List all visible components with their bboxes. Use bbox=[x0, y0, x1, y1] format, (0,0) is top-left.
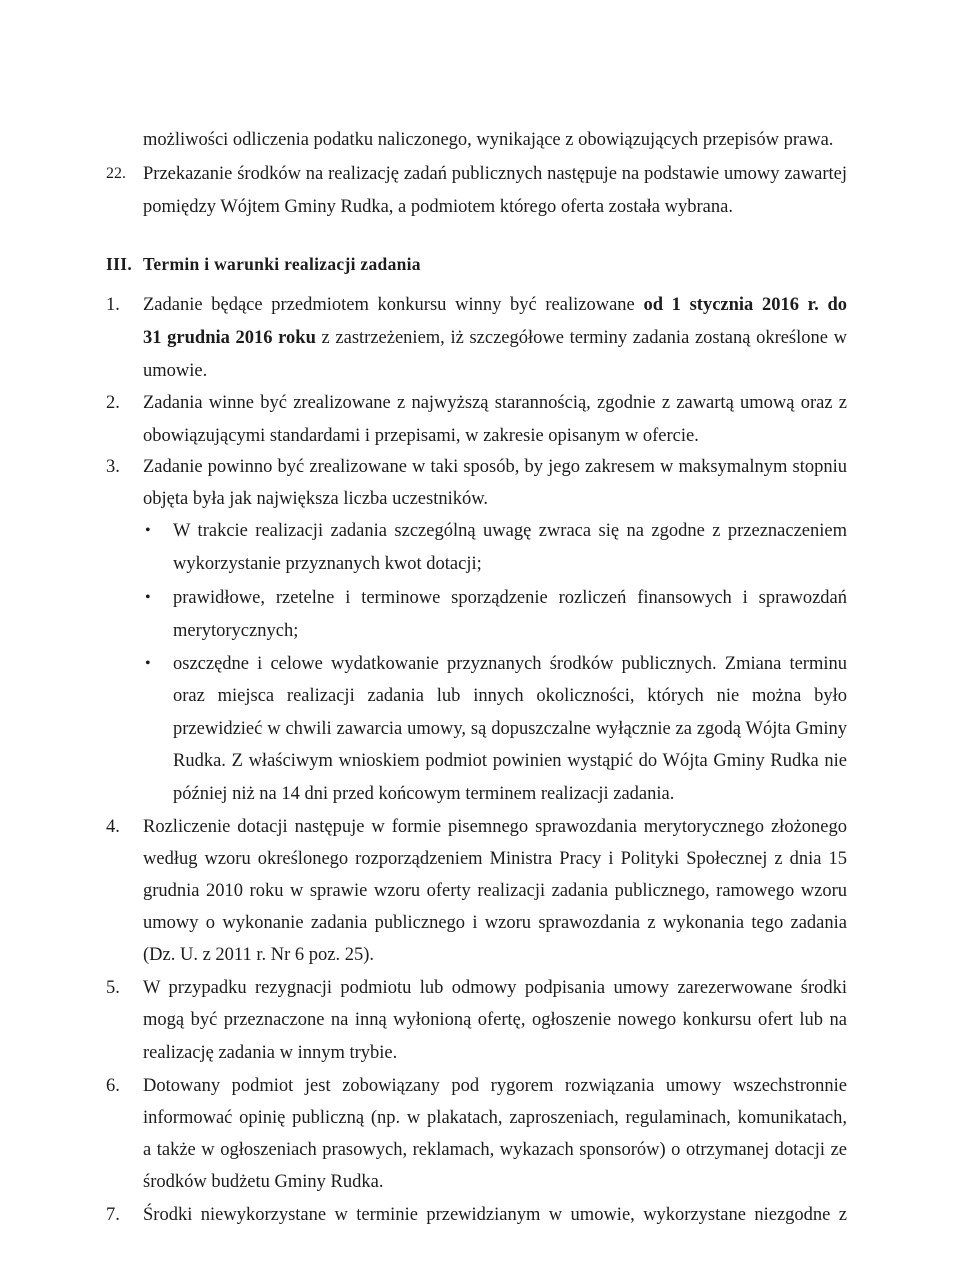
section-heading: Termin i warunki realizacji zadania bbox=[143, 254, 421, 274]
item-number: 3. bbox=[106, 457, 120, 477]
paragraph-line: obowiązującymi standardami i przepisami, w zakresie opisanym w ofercie. bbox=[143, 426, 699, 446]
bullet-line: później niż na 14 dni przed końcowym terminem realizacji zadania. bbox=[173, 784, 675, 804]
paragraph-line: a także w ogłoszeniach prasowych, reklamach, wykazach sponsorów) o otrzymanej dotacji ze bbox=[143, 1140, 847, 1160]
text-span: Zadanie będące przedmiotem konkursu winny być realizowane bbox=[143, 295, 635, 315]
continuation-line: możliwości odliczenia podatku naliczonego, wynikające z obowiązujących przepisów prawa. bbox=[143, 130, 834, 150]
date-bold: 31 grudnia 2016 roku bbox=[143, 328, 316, 348]
paragraph-line: objęta była jak największa liczba uczestników. bbox=[143, 489, 489, 509]
text-span: z zastrzeżeniem, iż szczegółowe terminy zadania zostaną określone w bbox=[321, 328, 847, 348]
paragraph-line: (Dz. U. z 2011 r. Nr 6 poz. 25). bbox=[143, 945, 375, 965]
bullet-line: prawidłowe, rzetelne i terminowe sporządzenie rozliczeń finansowych i sprawozdań bbox=[173, 588, 847, 608]
paragraph-line: mogą być przeznaczone na inną wyłonioną ofertę, ogłoszenie nowego konkursu ofert lub na bbox=[143, 1010, 847, 1030]
paragraph-line bbox=[143, 294, 847, 316]
bullet-line: wykorzystanie przyznanych kwot dotacji; bbox=[173, 554, 482, 574]
item-number: 4. bbox=[106, 817, 120, 837]
bullet-line: przewidzieć w chwili zawarcia umowy, są dopuszczalne wyłącznie za zgodą Wójta Gminy bbox=[173, 719, 847, 739]
item-number: 22. bbox=[106, 165, 126, 182]
paragraph-line: Środki niewykorzystane w terminie przewidzianym w umowie, wykorzystane niezgodne z bbox=[143, 1205, 847, 1225]
item-number: 1. bbox=[106, 295, 120, 315]
paragraph-line bbox=[143, 327, 847, 349]
date-bold: od 1 stycznia 2016 r. do bbox=[643, 295, 848, 315]
paragraph-line: umowie. bbox=[143, 361, 208, 381]
paragraph-line: Zadania winne być zrealizowane z najwyższą starannością, zgodnie z zawartą umową oraz z bbox=[143, 393, 847, 413]
bullet-line: Rudka. Z właściwym wnioskiem podmiot powinien wystąpić do Wójta Gminy Rudka nie bbox=[173, 751, 847, 771]
paragraph-line: informować opinię publiczną (np. w plakatach, zaproszeniach, regulaminach, komunikatach, bbox=[143, 1108, 847, 1128]
paragraph-line: według wzoru określonego rozporządzeniem Ministra Pracy i Polityki Społecznej z dnia 15 bbox=[143, 849, 847, 869]
paragraph-line: Zadanie powinno być zrealizowane w taki sposób, by jego zakresem w maksymalnym stopniu bbox=[143, 457, 847, 477]
bullet-line: oszczędne i celowe wydatkowanie przyznanych środków publicznych. Zmiana terminu bbox=[173, 654, 847, 674]
bullet-icon: • bbox=[145, 589, 151, 606]
bullet-line: W trakcie realizacji zadania szczególną uwagę zwraca się na zgodne z przeznaczeniem bbox=[173, 521, 847, 541]
paragraph-line: Rozliczenie dotacji następuje w formie pisemnego sprawozdania merytorycznego złożonego bbox=[143, 817, 847, 837]
paragraph-line: umowy o wykonanie zadania publicznego i wzoru sprawozdania z wykonania tego zadania bbox=[143, 913, 847, 933]
paragraph-line: Dotowany podmiot jest zobowiązany pod rygorem rozwiązania umowy wszechstronnie bbox=[143, 1076, 847, 1096]
item-number: 6. bbox=[106, 1076, 120, 1096]
paragraph-line: środków budżetu Gminy Rudka. bbox=[143, 1172, 384, 1192]
paragraph-line: Przekazanie środków na realizację zadań publicznych następuje na podstawie umowy zawartej bbox=[143, 164, 847, 184]
paragraph-line: realizację zadania w innym trybie. bbox=[143, 1043, 398, 1063]
paragraph-line: grudnia 2010 roku w sprawie wzoru oferty realizacji zadania publicznego, ramowego wzoru bbox=[143, 881, 847, 901]
item-number: 5. bbox=[106, 978, 120, 998]
section-number: III. bbox=[106, 254, 133, 274]
bullet-line: merytorycznych; bbox=[173, 621, 299, 641]
item-number: 7. bbox=[106, 1205, 120, 1225]
paragraph-line: pomiędzy Wójtem Gminy Rudka, a podmiotem którego oferta została wybrana. bbox=[143, 197, 733, 217]
bullet-icon: • bbox=[145, 655, 151, 672]
paragraph-line: W przypadku rezygnacji podmiotu lub odmowy podpisania umowy zarezerwowane środki bbox=[143, 978, 847, 998]
item-number: 2. bbox=[106, 393, 120, 413]
bullet-icon: • bbox=[145, 522, 151, 539]
bullet-line: oraz miejsca realizacji zadania lub innych okoliczności, których nie można było bbox=[173, 686, 847, 706]
